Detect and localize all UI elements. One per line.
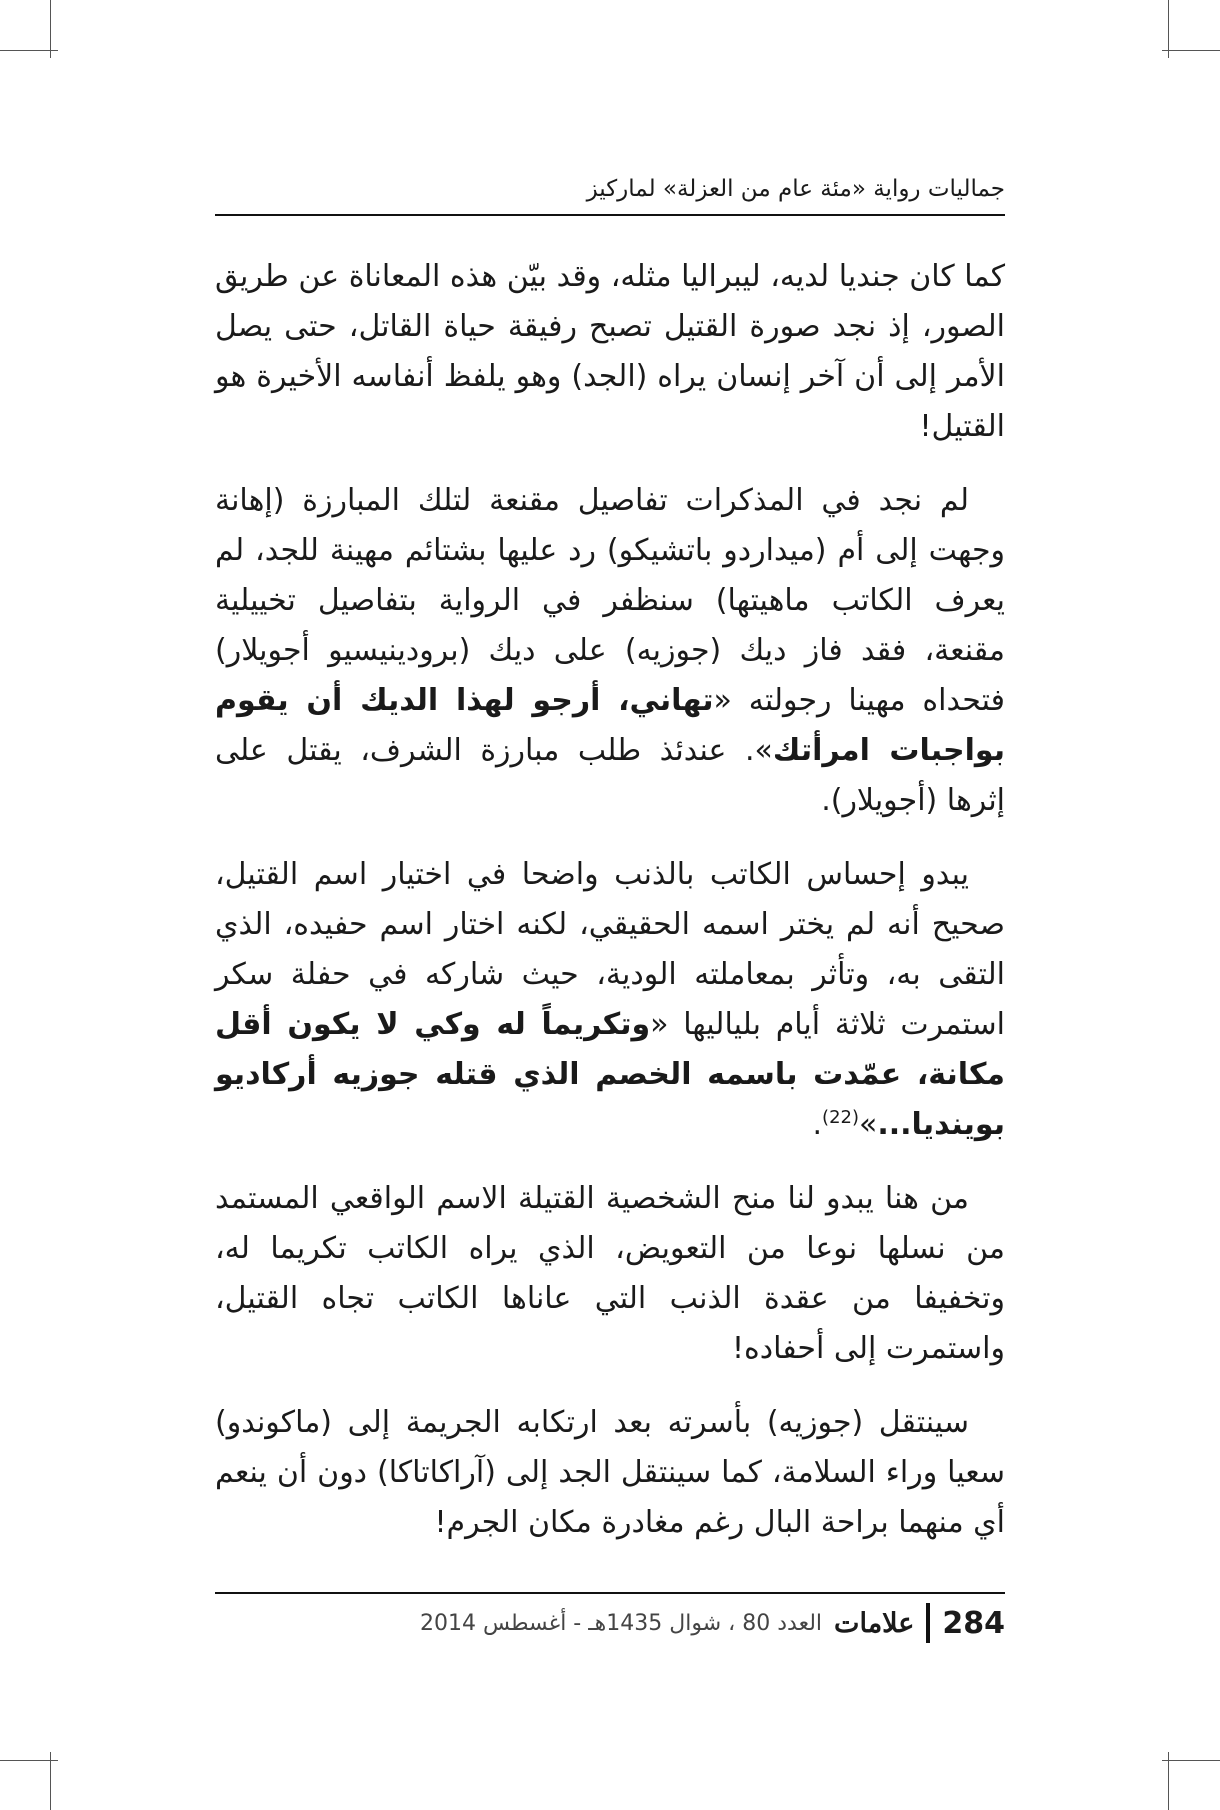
article-body <box>215 252 1005 1572</box>
crop-mark-bottom-right-h <box>1162 1760 1220 1761</box>
quote-close: » <box>859 1107 878 1142</box>
page-number: 284 <box>942 1605 1005 1641</box>
footnote-ref-22: (22) <box>822 1107 859 1128</box>
paragraph-2 <box>215 476 1005 826</box>
running-title: جماليات رواية «مئة عام من العزلة» لماركيز <box>586 176 1005 202</box>
journal-logo: علامات <box>834 1607 915 1639</box>
quote-bold-2: وتكريماً له وكي لا يكون أقل مكانة، عمّدت باسمه الخصم الذي قتله جوزيه أركاديو بوينديا... <box>215 1007 1005 1142</box>
paragraph-2-end: ». عندئذ طلب مبارزة الشرف، يقتل على إثرها (أجويلار). <box>215 733 1005 818</box>
footer-separator <box>926 1603 930 1643</box>
paragraph-2-text: لم نجد في المذكرات تفاصيل مقنعة لتلك المبارزة (إهانة وجهت إلى أم (ميداردو باتشيكو) رد عليها بشتائم مهينة للجد، لم يعرف الكاتب ماهيتها) سنظفر في الرواية بتفاصيل تخييلية مقنعة، فقد فاز ديك (جوزيه) على ديك (برودينيسيو أجويلار) فتحداه مهينا رجولته « <box>215 483 1005 718</box>
paragraph-4: من هنا يبدو لنا منح الشخصية القتيلة الاسم الواقعي المستمد من نسلها نوعا من التعويض، الذي يراه الكاتب تكريما له، وتخفيفا من عقدة الذنب التي عاناها الكاتب تجاه القتيل، واستمرت إلى أحفاده! <box>215 1181 1005 1366</box>
crop-mark-bottom-left-h <box>0 1760 58 1761</box>
issue-info: العدد 80 ، شوال 1435هـ - أغسطس 2014 <box>419 1610 823 1636</box>
paragraph-3-text: يبدو إحساس الكاتب بالذنب واضحا في اختيار اسم القتيل، صحيح أنه لم يختر اسمه الحقيقي، لكنه اختار اسم حفيده، الذي التقى به، وتأثر بمعاملته الودية، حيث شاركه في حفلة سكر استمرت ثلاثة أيام بلياليها « <box>215 857 1005 1042</box>
quote-bold-1: تهاني، أرجو لهذا الديك أن يقوم بواجبات امرأتك <box>215 683 1005 768</box>
crop-mark-top-left-h <box>0 50 58 51</box>
paragraph-1: كما كان جنديا لديه، ليبراليا مثله، وقد بيّن هذه المعاناة عن طريق الصور، إذ نجد صورة القتيل تصبح رفيقة حياة القاتل، حتى يصل الأمر إلى أن آخر إنسان يراه (الجد) وهو يلفظ أنفاسه الأخيرة هو القتيل! <box>215 259 1005 444</box>
page-footer <box>420 1600 1005 1646</box>
running-header <box>215 170 1005 216</box>
paragraph-3-end: . <box>812 1107 823 1142</box>
paragraph-3 <box>215 850 1005 1150</box>
paragraph-5: سينتقل (جوزيه) بأسرته بعد ارتكابه الجريمة إلى (ماكوندو) سعيا وراء السلامة، كما سينتقل الجد إلى (آراكاتاكا) دون أن ينعم أي منهما براحة البال رغم مغادرة مكان الجرم! <box>215 1405 1005 1540</box>
footer-rule <box>215 1592 1005 1594</box>
crop-mark-top-right-h <box>1162 50 1220 51</box>
